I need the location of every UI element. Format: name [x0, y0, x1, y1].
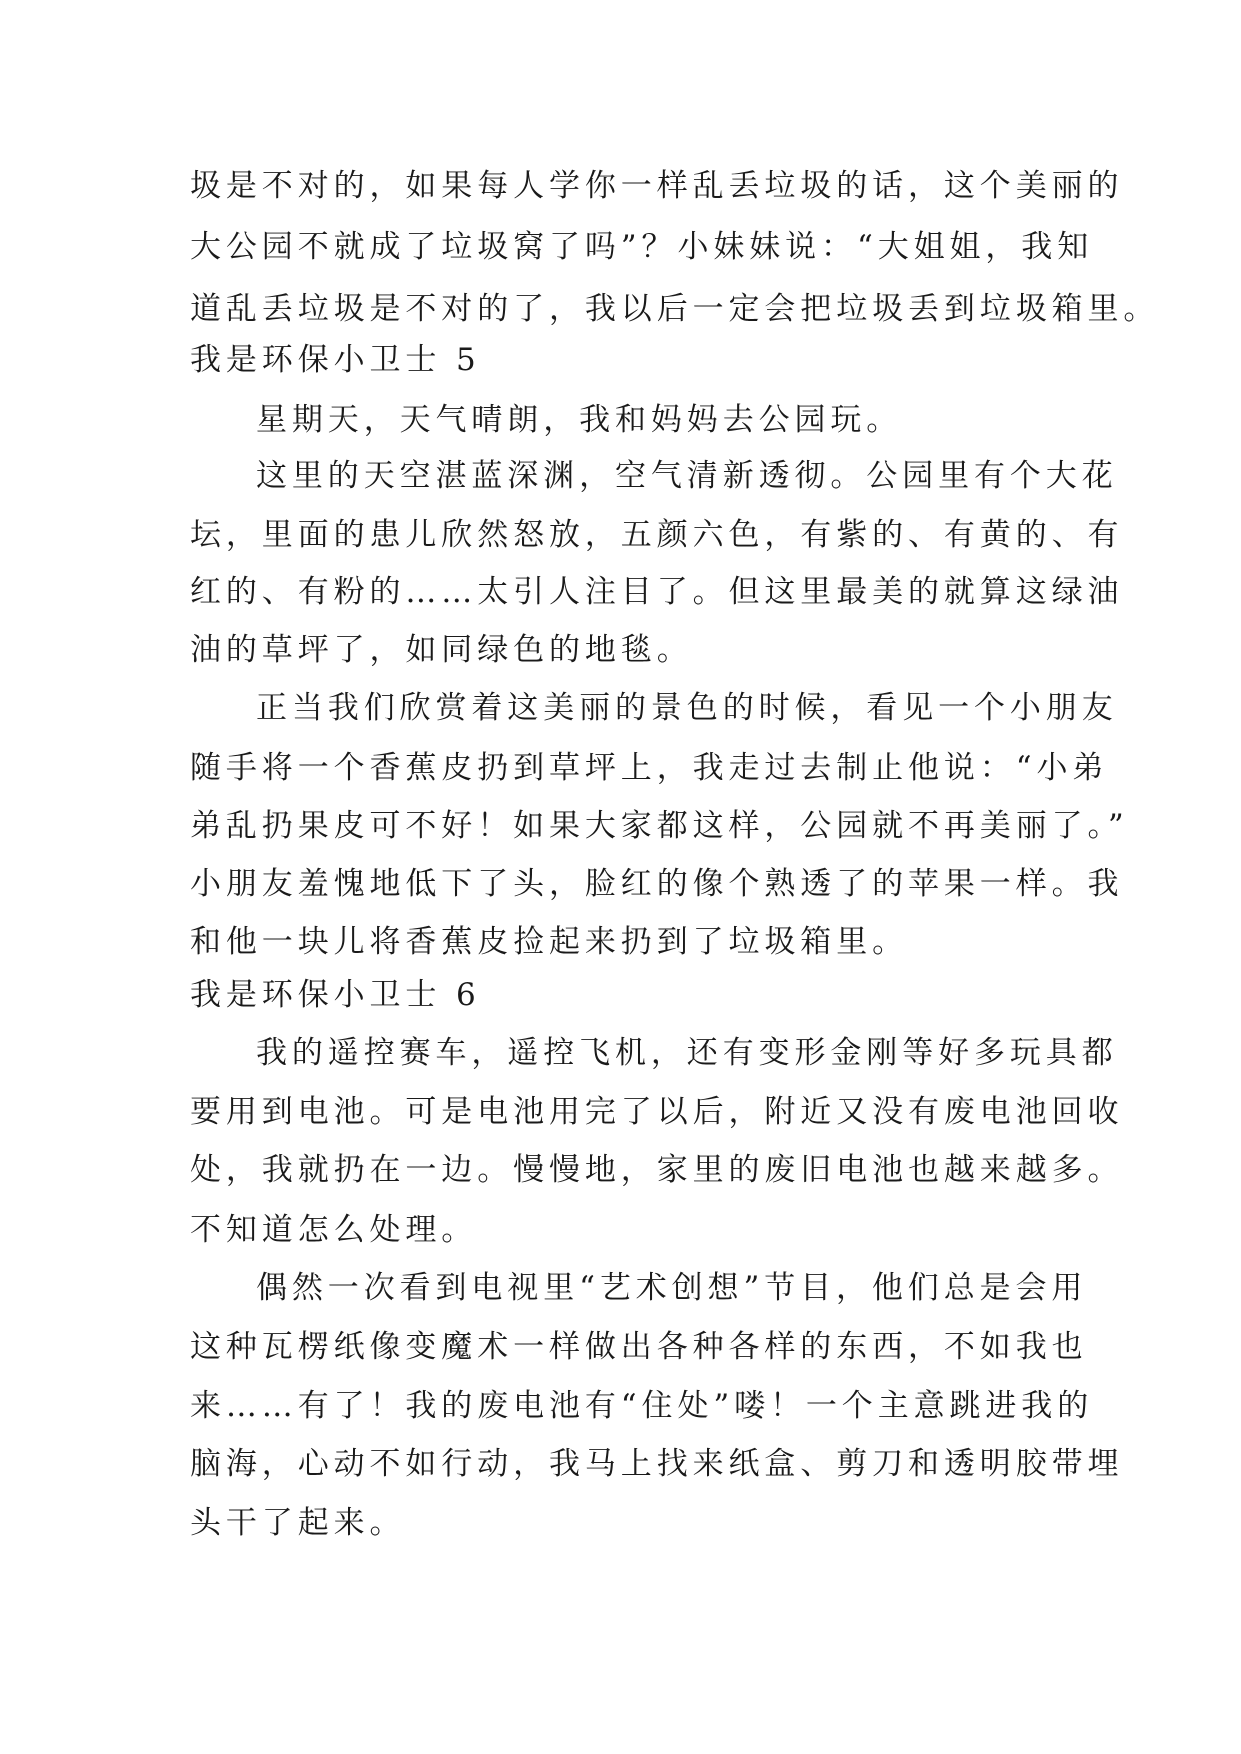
- paragraph-start: 这里的天空湛蓝深渊，空气清新透彻。公园里有个大花: [256, 458, 1118, 494]
- text-line: 圾是不对的，如果每人学你一样乱丢垃圾的话，这个美丽的: [190, 168, 1124, 204]
- text-line: 大公园不就成了垃圾窝了吗”？小妹妹说：“大姐姐，我知: [190, 229, 1094, 265]
- text-line: 小朋友羞愧地低下了头，脸红的像个熟透了的苹果一样。我: [190, 866, 1124, 902]
- text-line: 坛，里面的患儿欣然怒放，五颜六色，有紫的、有黄的、有: [190, 517, 1124, 553]
- text-line: 来……有了！我的废电池有“住处”喽！一个主意跳进我的: [190, 1388, 1094, 1424]
- paragraph-start: 我的遥控赛车，遥控飞机，还有变形金刚等好多玩具都: [256, 1035, 1118, 1071]
- text-line: 随手将一个香蕉皮扔到草坪上，我走过去制止他说：“小弟: [190, 750, 1109, 786]
- text-line: 处，我就扔在一边。慢慢地，家里的废旧电池也越来越多。: [190, 1152, 1124, 1188]
- text-line: 红的、有粉的……太引人注目了。但这里最美的就算这绿油: [190, 574, 1124, 610]
- text-line: 不知道怎么处理。: [190, 1212, 478, 1248]
- text-line: 头干了起来。: [190, 1505, 406, 1541]
- text-line: 油的草坪了，如同绿色的地毯。: [190, 632, 693, 668]
- text-line: 这种瓦楞纸像变魔术一样做出各种各样的东西，不如我也: [190, 1329, 1088, 1365]
- section-heading: 我是环保小卫士 6: [190, 977, 481, 1013]
- section-heading: 我是环保小卫士 5: [190, 342, 481, 378]
- text-line: 要用到电池。可是电池用完了以后，附近又没有废电池回收: [190, 1094, 1124, 1130]
- paragraph-start: 偶然一次看到电视里“艺术创想”节目，他们总是会用: [256, 1270, 1088, 1306]
- text-line: 脑海，心动不如行动，我马上找来纸盒、剪刀和透明胶带埋: [190, 1446, 1124, 1482]
- paragraph-start: 星期天，天气晴朗，我和妈妈去公园玩。: [256, 402, 903, 438]
- text-line: 道乱丢垃圾是不对的了，我以后一定会把垃圾丢到垃圾箱里。: [190, 291, 1160, 327]
- text-line: 和他一块儿将香蕉皮捡起来扔到了垃圾箱里。: [190, 924, 908, 960]
- paragraph-start: 正当我们欣赏着这美丽的景色的时候，看见一个小朋友: [256, 690, 1118, 726]
- text-line: 弟乱扔果皮可不好！如果大家都这样，公园就不再美丽了。”: [190, 808, 1129, 844]
